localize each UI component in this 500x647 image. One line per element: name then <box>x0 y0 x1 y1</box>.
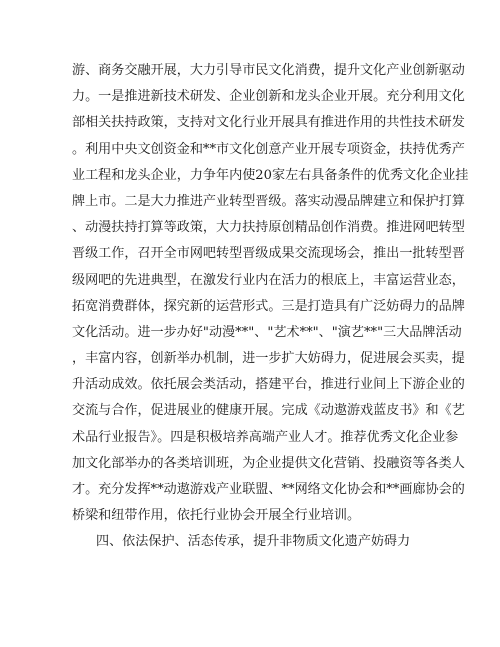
paragraph-line: 游、商务交融开展，大力引导市民文化消费，提升文化产业创新驱动 <box>72 63 465 78</box>
paragraph-line: 文化活动。进一步办好"动漫**"、"艺术**"、"演艺**"三大品牌活动 <box>72 324 462 340</box>
paragraph-line: 级网吧的先进典型，在激发行业内在活力的根底上，丰富运营业态， <box>72 272 465 288</box>
paragraph-line: 、动漫扶持打算等政策，大力扶持原创精品创作消费。推进网吧转型 <box>72 220 465 236</box>
paragraph-line: 才。充分发挥**动遨游戏产业联盟、**网络文化协会和**画廊协会的 <box>72 482 465 497</box>
paragraph-line: ，丰富内容，创新举办机制，进一步扩大妨碍力，促进展会买卖，提 <box>72 351 465 367</box>
paragraph-line: 晋级工作，召开全市网吧转型晋级成果交流现场会，推出一批转型晋 <box>72 246 465 262</box>
paragraph-line: 升活动成效。依托展会类活动，搭建平台，推进行业间上下游企业的 <box>72 377 465 393</box>
paragraph-line: 交流与合作，促进展业的健康开展。完成《动遨游戏蓝皮书》和《艺 <box>72 403 465 419</box>
paragraph-line: 业工程和龙头企业，力争年内使20家左右具备条件的优秀文化企业挂 <box>72 167 469 183</box>
paragraph-line: 部相关扶持政策，支持对文化行业开展具有推进作用的共性技术研发 <box>72 115 465 131</box>
paragraph-line: 术品行业报告》。四是积极培养高端产业人才。推荐优秀文化企业参 <box>72 429 459 445</box>
paragraph-line: 力。一是推进新技术研发、企业创新和龙头企业开展。充分利用文化 <box>72 89 465 105</box>
paragraph-line: 拓宽消费群体，探究新的运营形式。三是打造具有广泛妨碍力的品牌 <box>72 298 465 314</box>
paragraph-line: 桥梁和纽带作用，依托行业协会开展全行业培训。 <box>72 508 361 524</box>
paragraph-line: 。利用中央文创资金和**市文化创意产业开展专项资金，扶持优秀产 <box>72 141 465 157</box>
section-heading: 四、依法保护、活态传承，提升非物质文化遗产妨碍力 <box>96 534 411 549</box>
body-paragraph <box>72 58 469 529</box>
paragraph-line: 牌上市。二是大力推进产业转型晋级。落实动漫品牌建立和保护打算 <box>72 193 465 209</box>
paragraph-line: 加文化部举办的各类培训班，为企业提供文化营销、投融资等各类人 <box>72 455 465 471</box>
